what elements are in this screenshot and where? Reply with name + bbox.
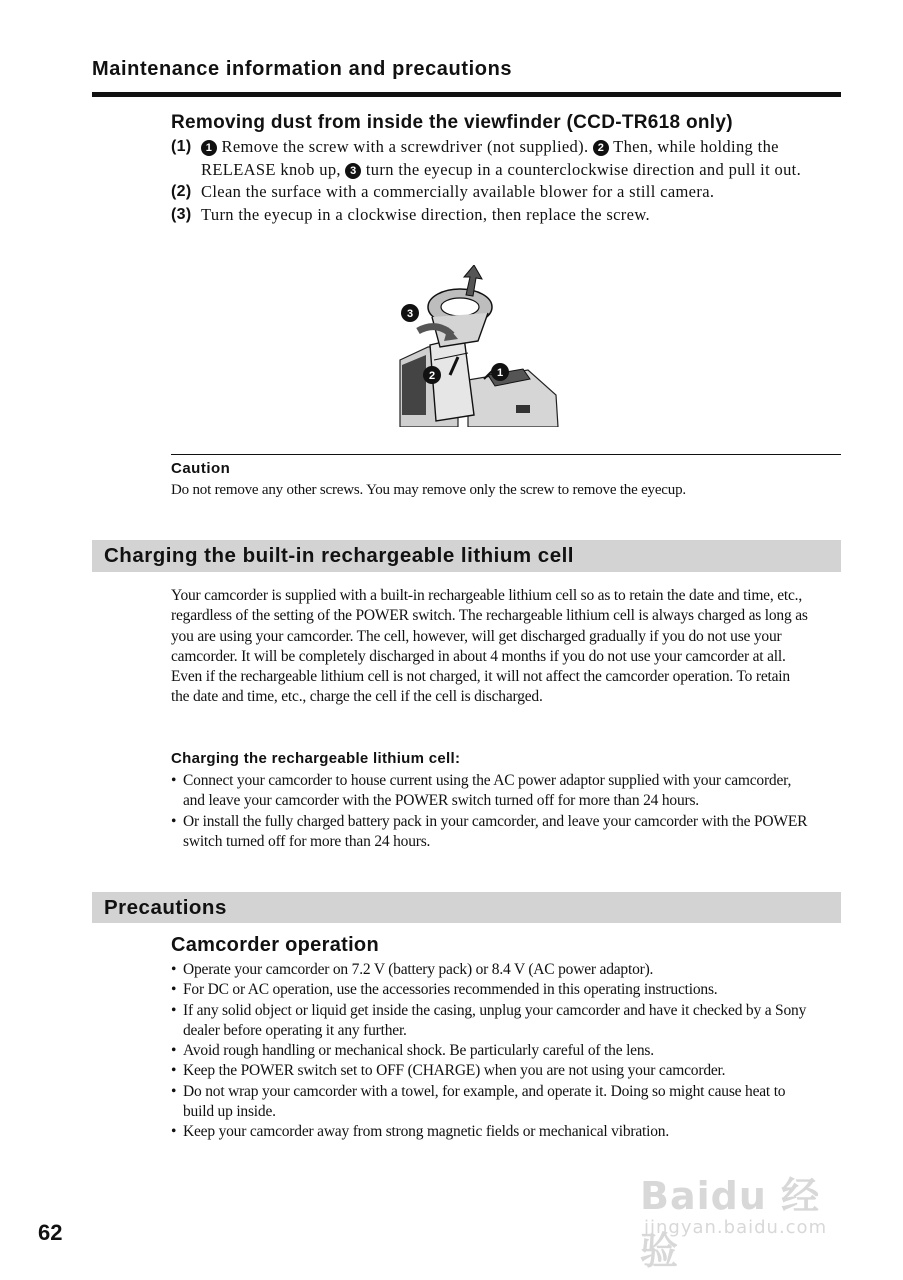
step-2 [171,181,841,204]
step-3-text: Turn the eyecup in a clockwise direction, then replace the screw. [201,204,650,224]
lithium-paragraph: Your camcorder is supplied with a built-in rechargeable lithium cell so as to retain the date and time, etc., regardless of the setting of the POWER switch. The rechargeable lithium cell is always charged as long as you are using your camcorder. The cell, however, will get discharged gradually if you do not use your camcorder. It will be completely discharged in about 4 months if you do not use your camcorder at all. Even if the rechargeable lithium cell is not charged, it will not affect the camcorder operation. To retain the date and time, etc., charge the cell if the cell is discharged. [171,587,808,706]
header-rule [92,92,841,97]
list-item-text: Do not wrap your camcorder with a towel, for example, and operate it. Doing so might cause heat to build up inside. [183,1082,786,1121]
lithium-section-heading: Charging the built-in rechargeable lithium cell [104,544,575,567]
step-1-text-c: turn the eyecup in a counterclockwise direction and pull it out. [365,159,802,179]
bullet-icon: • [171,1082,177,1100]
list-item-text: Avoid rough handling or mechanical shock. Be particularly careful of the lens. [183,1042,654,1060]
caution-rule [171,454,841,455]
page-title: Maintenance information and precautions [92,58,513,80]
step-2-text: Clean the surface with a commercially available blower for a still camera. [201,182,715,201]
marker-1-icon: 1 [201,140,217,156]
bullet-icon: • [171,772,177,789]
bullet-icon: • [171,1062,177,1080]
step-number: (1) [171,138,192,155]
bullet-icon: • [171,1001,177,1019]
step-number: (2) [171,183,192,200]
watermark [640,1165,850,1273]
list-item [171,812,811,853]
list-item-text: For DC or AC operation, use the accessories recommended in this operating instructions. [183,981,718,999]
bullet-icon: • [171,1123,177,1141]
list-item [171,1082,811,1123]
bullet-icon: • [171,1042,177,1060]
step-number: (3) [171,205,192,223]
lithium-bullet-list [171,771,811,852]
step-1-text-a: Remove the screw with a screwdriver (not supplied). [221,137,589,156]
list-item-text: Keep the POWER switch set to OFF (CHARGE) when you are not using your camcorder. [183,1062,726,1080]
lithium-section-band [92,540,841,572]
list-item [171,1041,811,1061]
list-item-text: Operate your camcorder on 7.2 V (battery pack) or 8.4 V (AC power adaptor). [183,961,654,978]
watermark-url: jingyan.baidu.com [644,1217,828,1238]
list-item [171,771,811,812]
list-item [171,1001,811,1042]
list-item [171,980,811,1000]
precautions-bullet-list [171,960,811,1143]
svg-text:1: 1 [496,367,504,379]
step-1-text-b: Then, while holding the RELEASE knob up, [201,137,779,179]
page-number: 62 [38,1220,63,1245]
caution-title: Caution [171,460,231,477]
list-item [171,1122,811,1142]
marker-2-icon: 2 [593,140,609,156]
list-item-text: Or install the fully charged battery pack in your camcorder, and leave your camcorder with the POWER switch turned off for more than 24 hours. [183,812,808,850]
list-item [171,1061,811,1081]
lithium-subheading: Charging the rechargeable lithium cell: [171,750,461,767]
watermark-logo: Baidu 经验 [640,1174,821,1273]
viewfinder-section-title: Removing dust from inside the viewfinder (CCD-TR618 only) [171,112,733,133]
bullet-icon: • [171,812,177,830]
bullet-icon: • [171,961,177,978]
precautions-section-band [92,892,841,923]
marker-3-icon: 3 [345,163,361,179]
bullet-icon: • [171,981,177,999]
camcorder-operation-heading: Camcorder operation [171,934,379,956]
viewfinder-eyecup-illustration [398,265,561,427]
viewfinder-steps [171,136,841,226]
svg-text:2: 2 [428,370,436,382]
list-item-text: If any solid object or liquid get inside the casing, unplug your camcorder and have it checked by a Sony dealer before operating it any further. [183,1001,807,1039]
list-item [171,960,811,980]
precautions-section-heading: Precautions [104,896,227,919]
step-1 [171,136,841,181]
list-item-text: Connect your camcorder to house current using the AC power adaptor supplied with your camcorder, and leave your camcorder with the POWER switch turned off for more than 24 hours. [183,772,792,810]
step-3 [171,204,841,227]
svg-text:3: 3 [406,308,414,320]
caution-text: Do not remove any other screws. You may remove only the screw to remove the eyecup. [171,482,686,498]
list-item-text: Keep your camcorder away from strong magnetic fields or mechanical vibration. [183,1123,670,1141]
